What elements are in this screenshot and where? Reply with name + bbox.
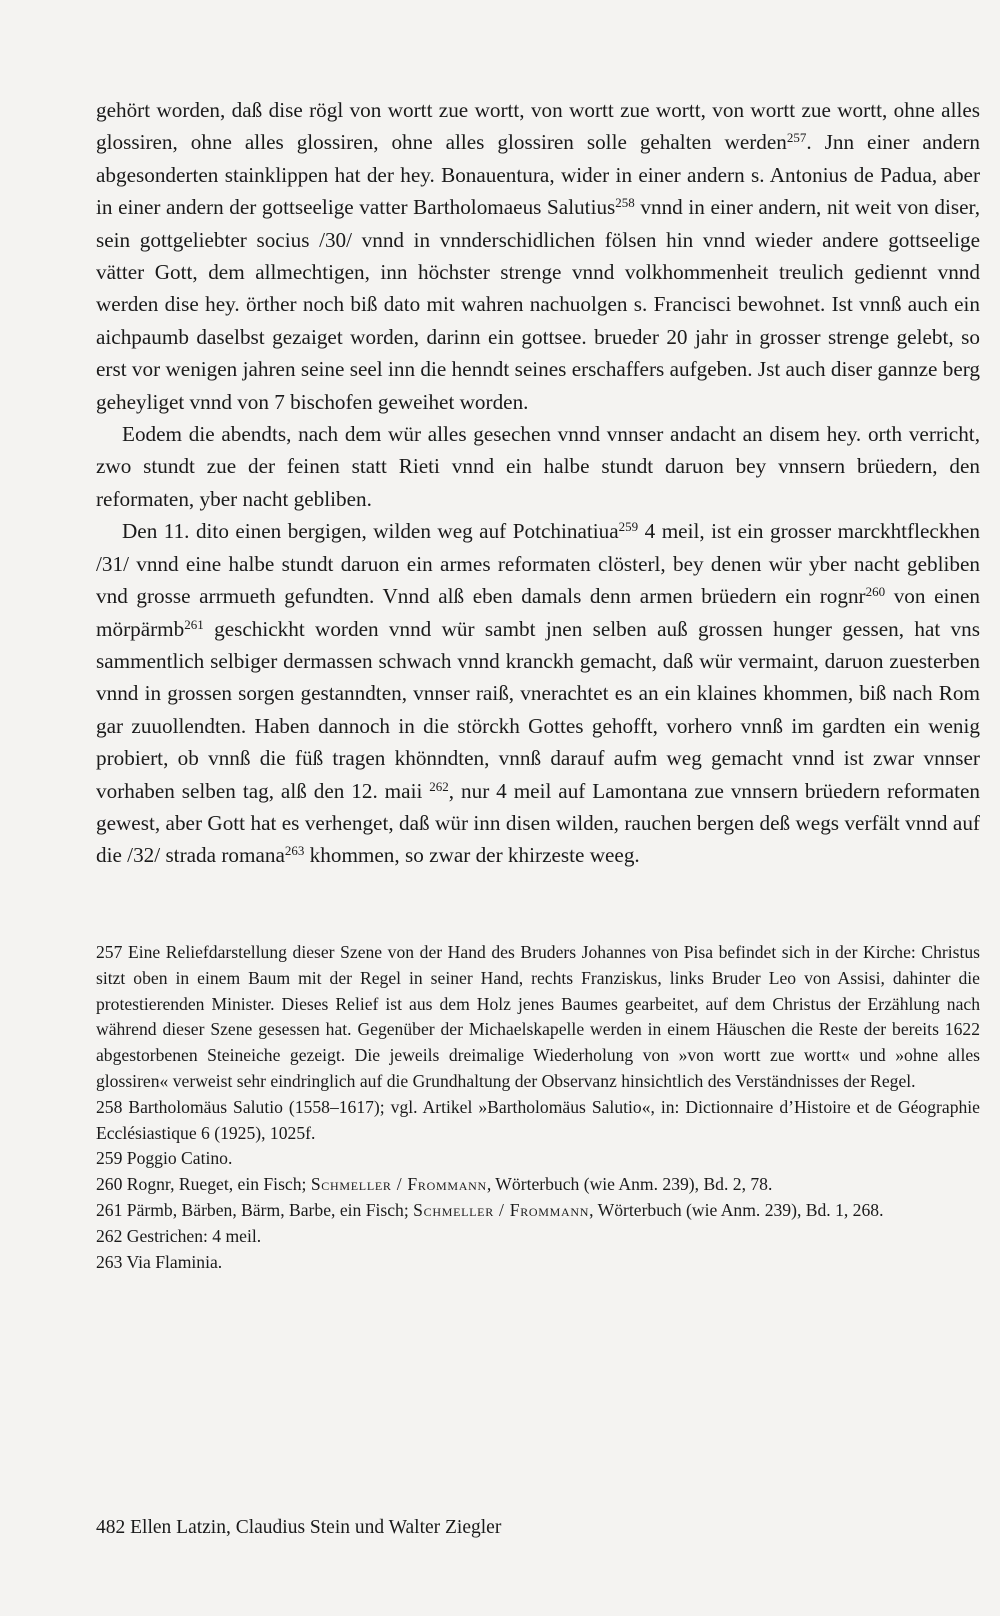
- footnote-number: 258: [96, 1096, 123, 1117]
- text-run: geschickht worden vnnd wür sambt jnen selben auß grossen hunger gessen, hat vns sammentlich selbiger dermassen schwach vnnd kranckh gemacht, daß wür vermaint, daruon zuesterben vnnd in grossen sorgen gestanndten, vnnser raiß, vnerachtet es an ein klaines khommen, biß nach Rom gar zuuollendten. Haben dannoch in die störckh Gottes gehofft, vorhero vnnß im gardten ein wenig probiert, ob vnnß die füß tragen khönndten, vnnß darauf aufm weg gemacht vnnd ist zwar vnnser vorhaben selben tag, alß den 12. maii: [96, 616, 980, 803]
- page-footer: [96, 1515, 501, 1541]
- footnote-number: 259: [96, 1148, 123, 1169]
- footnote-ref: 262: [429, 778, 449, 794]
- running-authors: Ellen Latzin, Claudius Stein und Walter Ziegler: [130, 1517, 502, 1538]
- footnote-text: Poggio Catino.: [126, 1148, 233, 1169]
- paragraph-1: [96, 94, 980, 418]
- footnote-ref: 261: [184, 616, 204, 632]
- footnote-text: Eine Reliefdarstellung dieser Szene von der Hand des Bruders Johannes von Pisa befindet sich in der Kirche: Christus sitzt oben in einem Baum mit der Regel in seiner Hand, rechts Franziskus, links Bruder Leo von Assisi, dahinter die protestierenden Minister. Dieses Relief ist aus dem Holz jenes Baumes gearbeitet, auf dem Christus der Erzählung nach während dieser Szene gesessen hat. Gegenüber der Michaelskapelle werden in einem Häuschen die Reste der bereits 1622 abgestorbenen Steineiche gezeigt. Die jeweils dreimalige Wiederholung von »von wortt zue wortt« und »ohne alles glossiren« verweist sehr eindringlich auf die Grundhaltung der Observanz hinsichtlich des Verständnisses der Regel.: [96, 942, 980, 1091]
- footnote-text: , Wörterbuch (wie Anm. 239), Bd. 1, 268.: [589, 1199, 884, 1220]
- footnote-260: [96, 1172, 980, 1198]
- text-run: 4 meil, ist ein grosser marckhtfleckhen /31/ vnnd eine halbe stundt daruon ein armes reformaten clösterl, bey denen wür yber nacht gebliben vnd grosse arrmueth gefundten. Vnnd alß eben damals denn armen brüedern ein rognr: [96, 519, 980, 609]
- footnote-259: [96, 1146, 980, 1172]
- main-text: [96, 94, 980, 872]
- footnote-number: 262: [96, 1225, 123, 1246]
- footnote-text: Gestrichen: 4 meil.: [126, 1225, 262, 1246]
- footnote-number: 261: [96, 1199, 123, 1220]
- text-run: von einen mörpärmb: [96, 584, 980, 641]
- footnote-ref: 257: [786, 130, 807, 146]
- text-run: vnnd in einer andern, nit weit von diser, sein gottgeliebter socius /30/ vnnd in vnnderschidlichen fölsen hin vnnd wieder andere gottseelige vätter Gott, dem allmechtigen, inn höchster strenge vnnd volkhommenheit treulich gediennt vnnd werden dise hey. örther noch biß dato mit wahren nachuolgen s. Francisci bewohnet. Ist vnnß auch ein aichpaumb daselbst gezaiget worden, darinn ein gottsee. brueder 20 jahr in grosser strenge gelebt, so erst vor wenigen jahren seine seel inn die henndt seines erschaffers aufgeben. Jst auch diser gannze berg geheyliget vnnd von 7 bischofen geweihet worden.: [96, 195, 980, 414]
- paragraph-3: [96, 515, 980, 871]
- author-smallcaps: Schmeller / Frommann: [413, 1199, 590, 1220]
- text-run: . Jnn einer andern abgesonderten stainklippen hat der hey. Bonauentura, wider in einer andern s. Antonius de Padua, aber in einer andern der gottseelige vatter Bartholomaeus Salutius: [96, 130, 980, 220]
- footnote-262: [96, 1224, 980, 1250]
- footnote-text: Bartholomäus Salutio (1558–1617); vgl. Artikel »Bartholomäus Salutio«, in: Dictionnaire d’Histoire et de Géographie Ecclésiastique 6 (1925), 1025f.: [96, 1096, 980, 1143]
- footnote-261: [96, 1198, 980, 1224]
- author-smallcaps: Schmeller / Frommann: [310, 1174, 487, 1195]
- text-run: Den 11. dito einen bergigen, wilden weg auf Potchinatiua: [122, 519, 619, 544]
- text-run: Eodem die abendts, nach dem wür alles gesechen vnnd vnnser andacht an disem hey. orth verricht, zwo stundt zue der feinen statt Rieti vnnd ein halbe stundt daruon bey vnnsern brüedern, den reformaten, yber nacht gebliben.: [96, 422, 980, 511]
- footnote-text: , Wörterbuch (wie Anm. 239), Bd. 2, 78.: [486, 1174, 773, 1195]
- paragraph-2: [96, 418, 980, 515]
- footnote-ref: 258: [615, 195, 635, 211]
- footnote-263: [96, 1250, 980, 1276]
- footnote-258: [96, 1095, 980, 1147]
- footnote-ref: 263: [284, 843, 305, 859]
- footnote-257: [96, 940, 980, 1095]
- footnote-number: 263: [96, 1251, 123, 1272]
- footnote-number: 257: [96, 942, 123, 962]
- footnote-ref: 260: [865, 583, 886, 599]
- footnote-text: Via Flaminia.: [126, 1251, 223, 1272]
- footnote-ref: 259: [618, 519, 639, 535]
- page-number: 482: [96, 1517, 126, 1538]
- footnotes: [96, 940, 980, 1275]
- text-run: gehört worden, daß dise rögl von wortt zue wortt, von wortt zue wortt, von wortt zue wortt, ohne alles glossiren, ohne alles glossiren, ohne alles glossiren solle gehalten werden: [96, 98, 980, 155]
- text-run: khommen, so zwar der khirzeste weeg.: [304, 843, 640, 868]
- text-run: , nur 4 meil auf Lamontana zue vnnsern brüedern reformaten gewest, aber Gott hat es verhenget, daß wür inn disen wilden, rauchen bergen deß wegs verfält vnnd auf die /32/ strada romana: [96, 778, 981, 868]
- footnote-text: Pärmb, Bärben, Bärm, Barbe, ein Fisch;: [126, 1199, 414, 1220]
- footnote-text: Rognr, Rueget, ein Fisch;: [126, 1174, 311, 1195]
- footnote-number: 260: [96, 1174, 123, 1195]
